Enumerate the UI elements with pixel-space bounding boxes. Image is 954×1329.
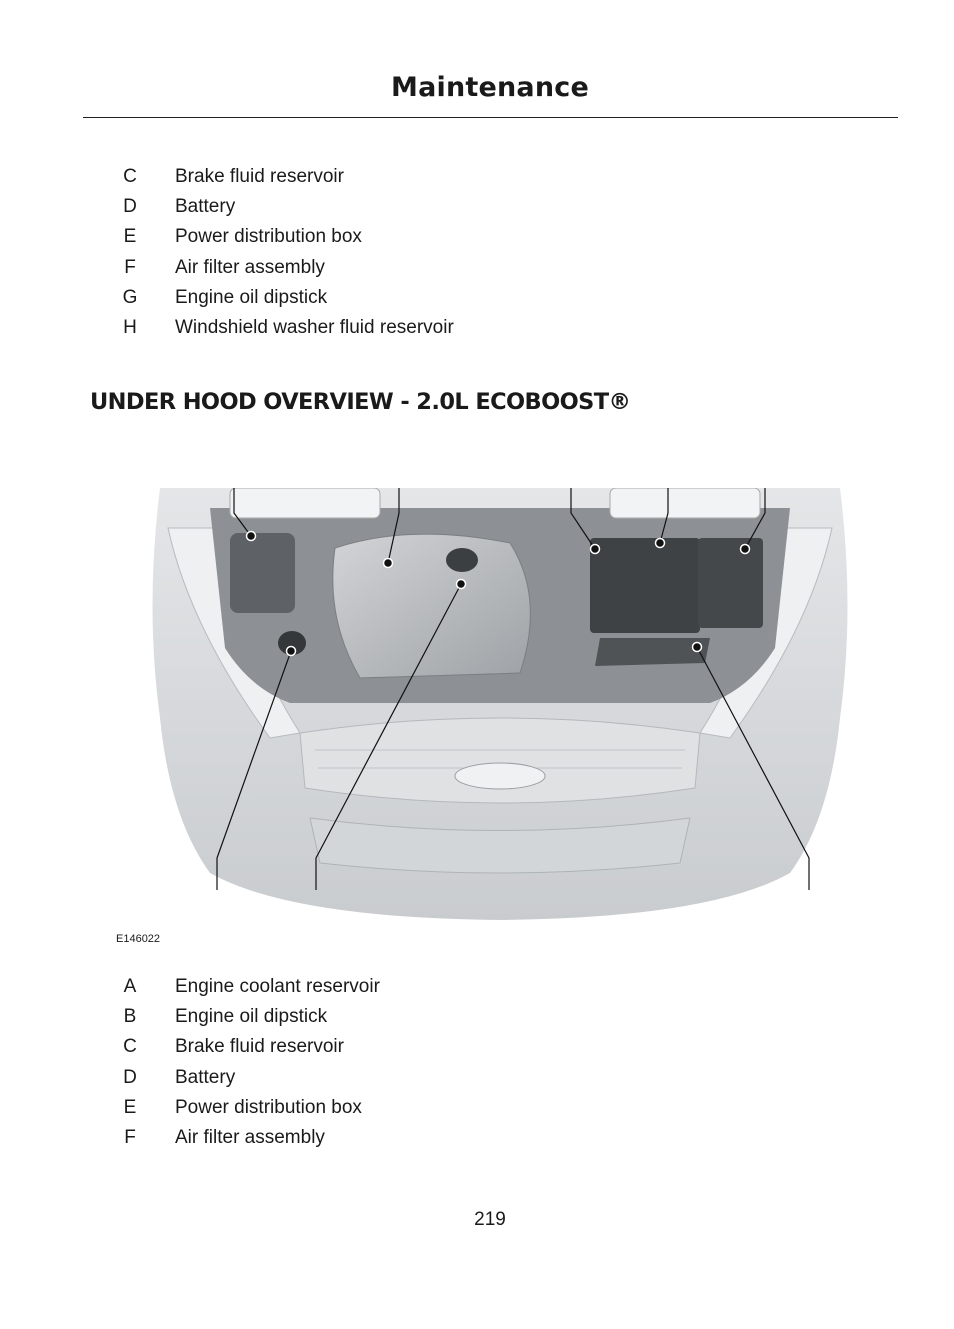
engine-bay-illustration-icon [150, 488, 850, 920]
section-heading: UNDER HOOD OVERVIEW - 2.0L ECOBOOST® [90, 389, 631, 415]
legend-key: A [123, 976, 137, 997]
legend-label: Battery [175, 196, 236, 218]
legend-key: C [123, 1036, 137, 1058]
legend-key: D [123, 1066, 137, 1088]
legend-label: Air filter assembly [175, 256, 325, 278]
legend-label: Windshield washer fluid reservoir [175, 316, 454, 338]
legend-label: Power distribution box [175, 1096, 362, 1118]
legend-key: H [123, 316, 137, 338]
legend-label: Brake fluid reservoir [175, 1036, 344, 1058]
legend-label: Brake fluid reservoir [175, 166, 344, 187]
figure-code: E146022 [116, 933, 161, 945]
legend-key: G [122, 286, 138, 308]
engine-bay-figure [150, 488, 850, 920]
legend-key: F [124, 1126, 136, 1148]
legend-key: C [123, 166, 137, 187]
legend-label: Battery [175, 1066, 236, 1088]
legend-label: Engine coolant reservoir [175, 976, 380, 997]
page-number: 219 [474, 1209, 506, 1230]
legend-key: D [123, 196, 137, 218]
legend-key: B [123, 1006, 137, 1028]
legend-label: Engine oil dipstick [175, 1006, 328, 1028]
legend-label: Power distribution box [175, 226, 362, 248]
legend-label: Engine oil dipstick [175, 286, 328, 308]
legend-label: Air filter assembly [175, 1126, 325, 1148]
legend-key: F [124, 256, 136, 278]
page-title: Maintenance [391, 72, 589, 103]
legend-key: E [123, 226, 137, 248]
header-divider [83, 117, 898, 118]
legend-key: E [123, 1096, 137, 1118]
